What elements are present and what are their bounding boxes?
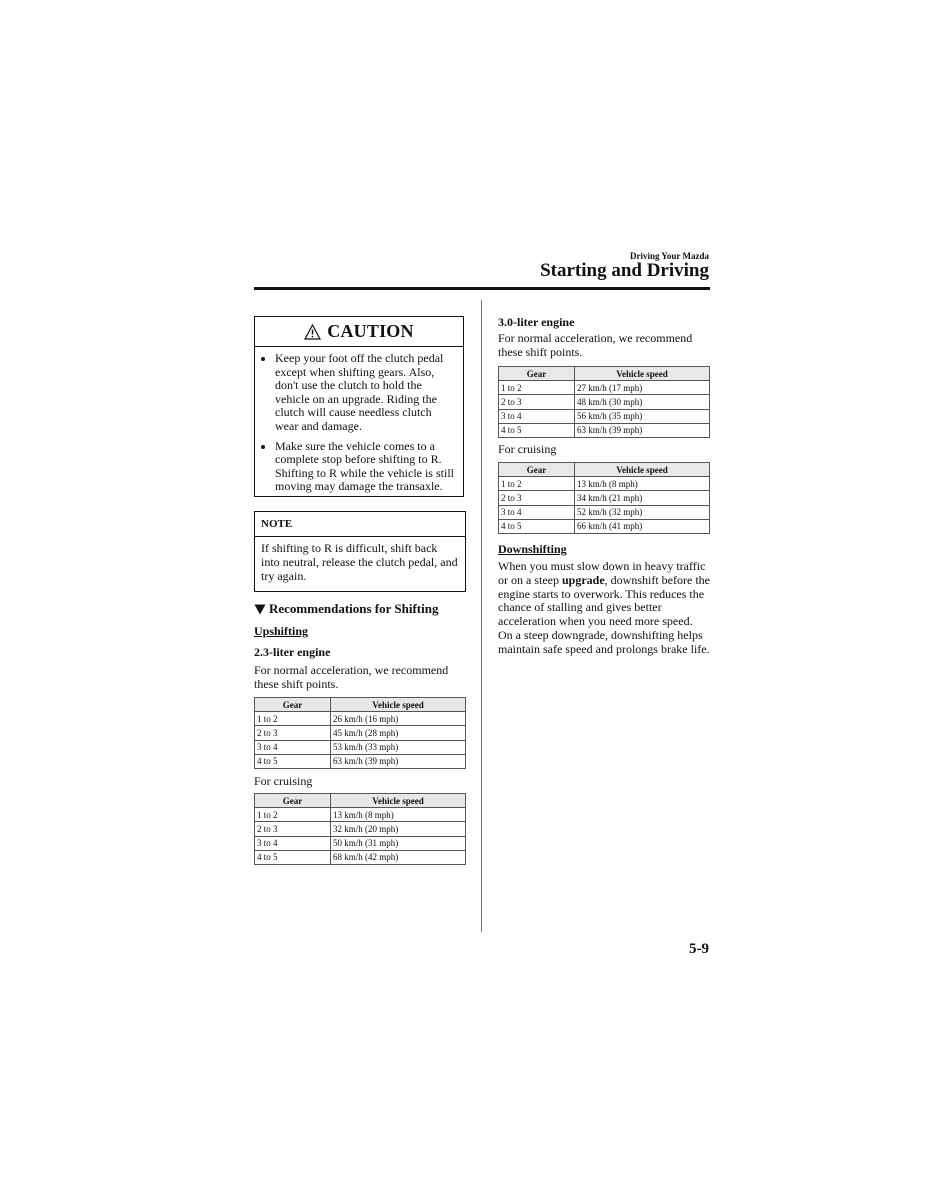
caution-box — [254, 316, 464, 497]
note-title: NOTE — [255, 512, 465, 537]
column-header-speed: Vehicle speed — [575, 463, 710, 477]
engine-30-cruising-table — [498, 462, 710, 534]
warning-triangle-icon — [304, 324, 321, 340]
speed-cell: 50 km/h (31 mph) — [331, 836, 466, 850]
gear-cell: 1 to 2 — [499, 477, 575, 491]
speed-cell: 63 km/h (39 mph) — [331, 754, 466, 768]
speed-cell: 26 km/h (16 mph) — [331, 712, 466, 726]
caution-item: • Keep your foot off the clutch pedal except when shifting gears. Also, don't use the clutch to hold the vehicle on an upgrade. Riding the clutch will cause needless clutch wear and damage. — [275, 352, 457, 434]
gear-cell: 1 to 2 — [255, 808, 331, 822]
page-title: Starting and Driving — [540, 260, 709, 281]
column-header-gear: Gear — [255, 794, 331, 808]
column-header-gear: Gear — [499, 367, 575, 381]
table-row — [499, 395, 710, 409]
speed-cell: 48 km/h (30 mph) — [575, 395, 710, 409]
downshifting-text-end: , downshift before the engine starts to overwork. This reduces the chance of stalling and gives better acceleration when you need more speed. — [498, 572, 710, 629]
gear-cell: 2 to 3 — [499, 395, 575, 409]
table-row — [499, 491, 710, 505]
caution-title: CAUTION — [327, 321, 414, 341]
table-row — [255, 726, 466, 740]
caution-list — [255, 347, 463, 494]
column-header-gear: Gear — [255, 698, 331, 712]
column-header-gear: Gear — [499, 463, 575, 477]
recommendations-title: Recommendations for Shifting — [269, 601, 439, 616]
header-rule — [254, 287, 710, 290]
table-row — [255, 740, 466, 754]
recommendations-heading — [254, 601, 438, 617]
table-row — [499, 423, 710, 437]
speed-cell: 56 km/h (35 mph) — [575, 409, 710, 423]
caution-header — [255, 317, 463, 347]
table-row — [499, 381, 710, 395]
gear-cell: 2 to 3 — [255, 822, 331, 836]
gear-cell: 4 to 5 — [255, 754, 331, 768]
downshifting-text-start: When you must slow down in heavy traffic or on a steep — [498, 559, 706, 587]
table-row — [499, 519, 710, 533]
table-row — [255, 836, 466, 850]
engine-30-cruising-label: For cruising — [498, 442, 557, 456]
engine-23-heading: 2.3-liter engine — [254, 645, 331, 659]
table-row — [499, 477, 710, 491]
table-row — [255, 822, 466, 836]
gear-cell: 3 to 4 — [255, 740, 331, 754]
engine-30-acceleration-table — [498, 366, 710, 438]
gear-cell: 3 to 4 — [499, 505, 575, 519]
note-box — [254, 511, 466, 592]
column-header-speed: Vehicle speed — [575, 367, 710, 381]
note-text: If shifting to R is difficult, shift back into neutral, release the clutch pedal, and try again. — [261, 541, 458, 583]
caution-item: • Make sure the vehicle comes to a complete stop before shifting to R. Shifting to R while the vehicle is still moving may damage the transaxle. — [275, 440, 457, 494]
gear-cell: 2 to 3 — [499, 491, 575, 505]
column-divider — [481, 300, 482, 932]
speed-cell: 32 km/h (20 mph) — [331, 822, 466, 836]
speed-cell: 27 km/h (17 mph) — [575, 381, 710, 395]
speed-cell: 66 km/h (41 mph) — [575, 519, 710, 533]
column-header-speed: Vehicle speed — [331, 698, 466, 712]
gear-cell: 3 to 4 — [499, 409, 575, 423]
table-row — [499, 505, 710, 519]
table-row — [255, 850, 466, 864]
engine-23-cruising-table — [254, 793, 466, 865]
speed-cell: 13 km/h (8 mph) — [575, 477, 710, 491]
gear-cell: 4 to 5 — [255, 850, 331, 864]
downshifting-bold-term: upgrade — [561, 572, 605, 587]
speed-cell: 34 km/h (21 mph) — [575, 491, 710, 505]
downshifting-paragraph-2: On a steep downgrade, downshifting helps maintain safe speed and prolongs brake life. — [498, 627, 710, 656]
speed-cell: 63 km/h (39 mph) — [575, 423, 710, 437]
downshifting-paragraph — [498, 560, 710, 657]
table-header-row — [499, 367, 710, 381]
engine-30-intro: For normal acceleration, we recommend these shift points. — [498, 331, 693, 359]
speed-cell: 68 km/h (42 mph) — [331, 850, 466, 864]
upshifting-heading: Upshifting — [254, 624, 309, 638]
speed-cell: 45 km/h (28 mph) — [331, 726, 466, 740]
section-label: Driving Your Mazda — [629, 251, 709, 261]
gear-cell: 1 to 2 — [255, 712, 331, 726]
engine-23-acceleration-table — [254, 697, 466, 769]
table-header-row — [255, 698, 466, 712]
speed-cell: 13 km/h (8 mph) — [331, 808, 466, 822]
table-row — [499, 409, 710, 423]
triangle-down-icon — [254, 604, 266, 615]
engine-23-intro: For normal acceleration, we recommend these shift points. — [254, 663, 449, 691]
engine-30-heading: 3.0-liter engine — [498, 315, 575, 329]
table-row — [255, 712, 466, 726]
table-row — [255, 754, 466, 768]
gear-cell: 2 to 3 — [255, 726, 331, 740]
engine-23-cruising-label: For cruising — [254, 774, 313, 788]
table-row — [255, 808, 466, 822]
speed-cell: 52 km/h (32 mph) — [575, 505, 710, 519]
gear-cell: 1 to 2 — [499, 381, 575, 395]
speed-cell: 53 km/h (33 mph) — [331, 740, 466, 754]
table-header-row — [255, 794, 466, 808]
downshifting-heading: Downshifting — [498, 542, 567, 556]
page-number: 5-9 — [689, 941, 709, 957]
gear-cell: 4 to 5 — [499, 519, 575, 533]
column-header-speed: Vehicle speed — [331, 794, 466, 808]
gear-cell: 3 to 4 — [255, 836, 331, 850]
table-header-row — [499, 463, 710, 477]
gear-cell: 4 to 5 — [499, 423, 575, 437]
